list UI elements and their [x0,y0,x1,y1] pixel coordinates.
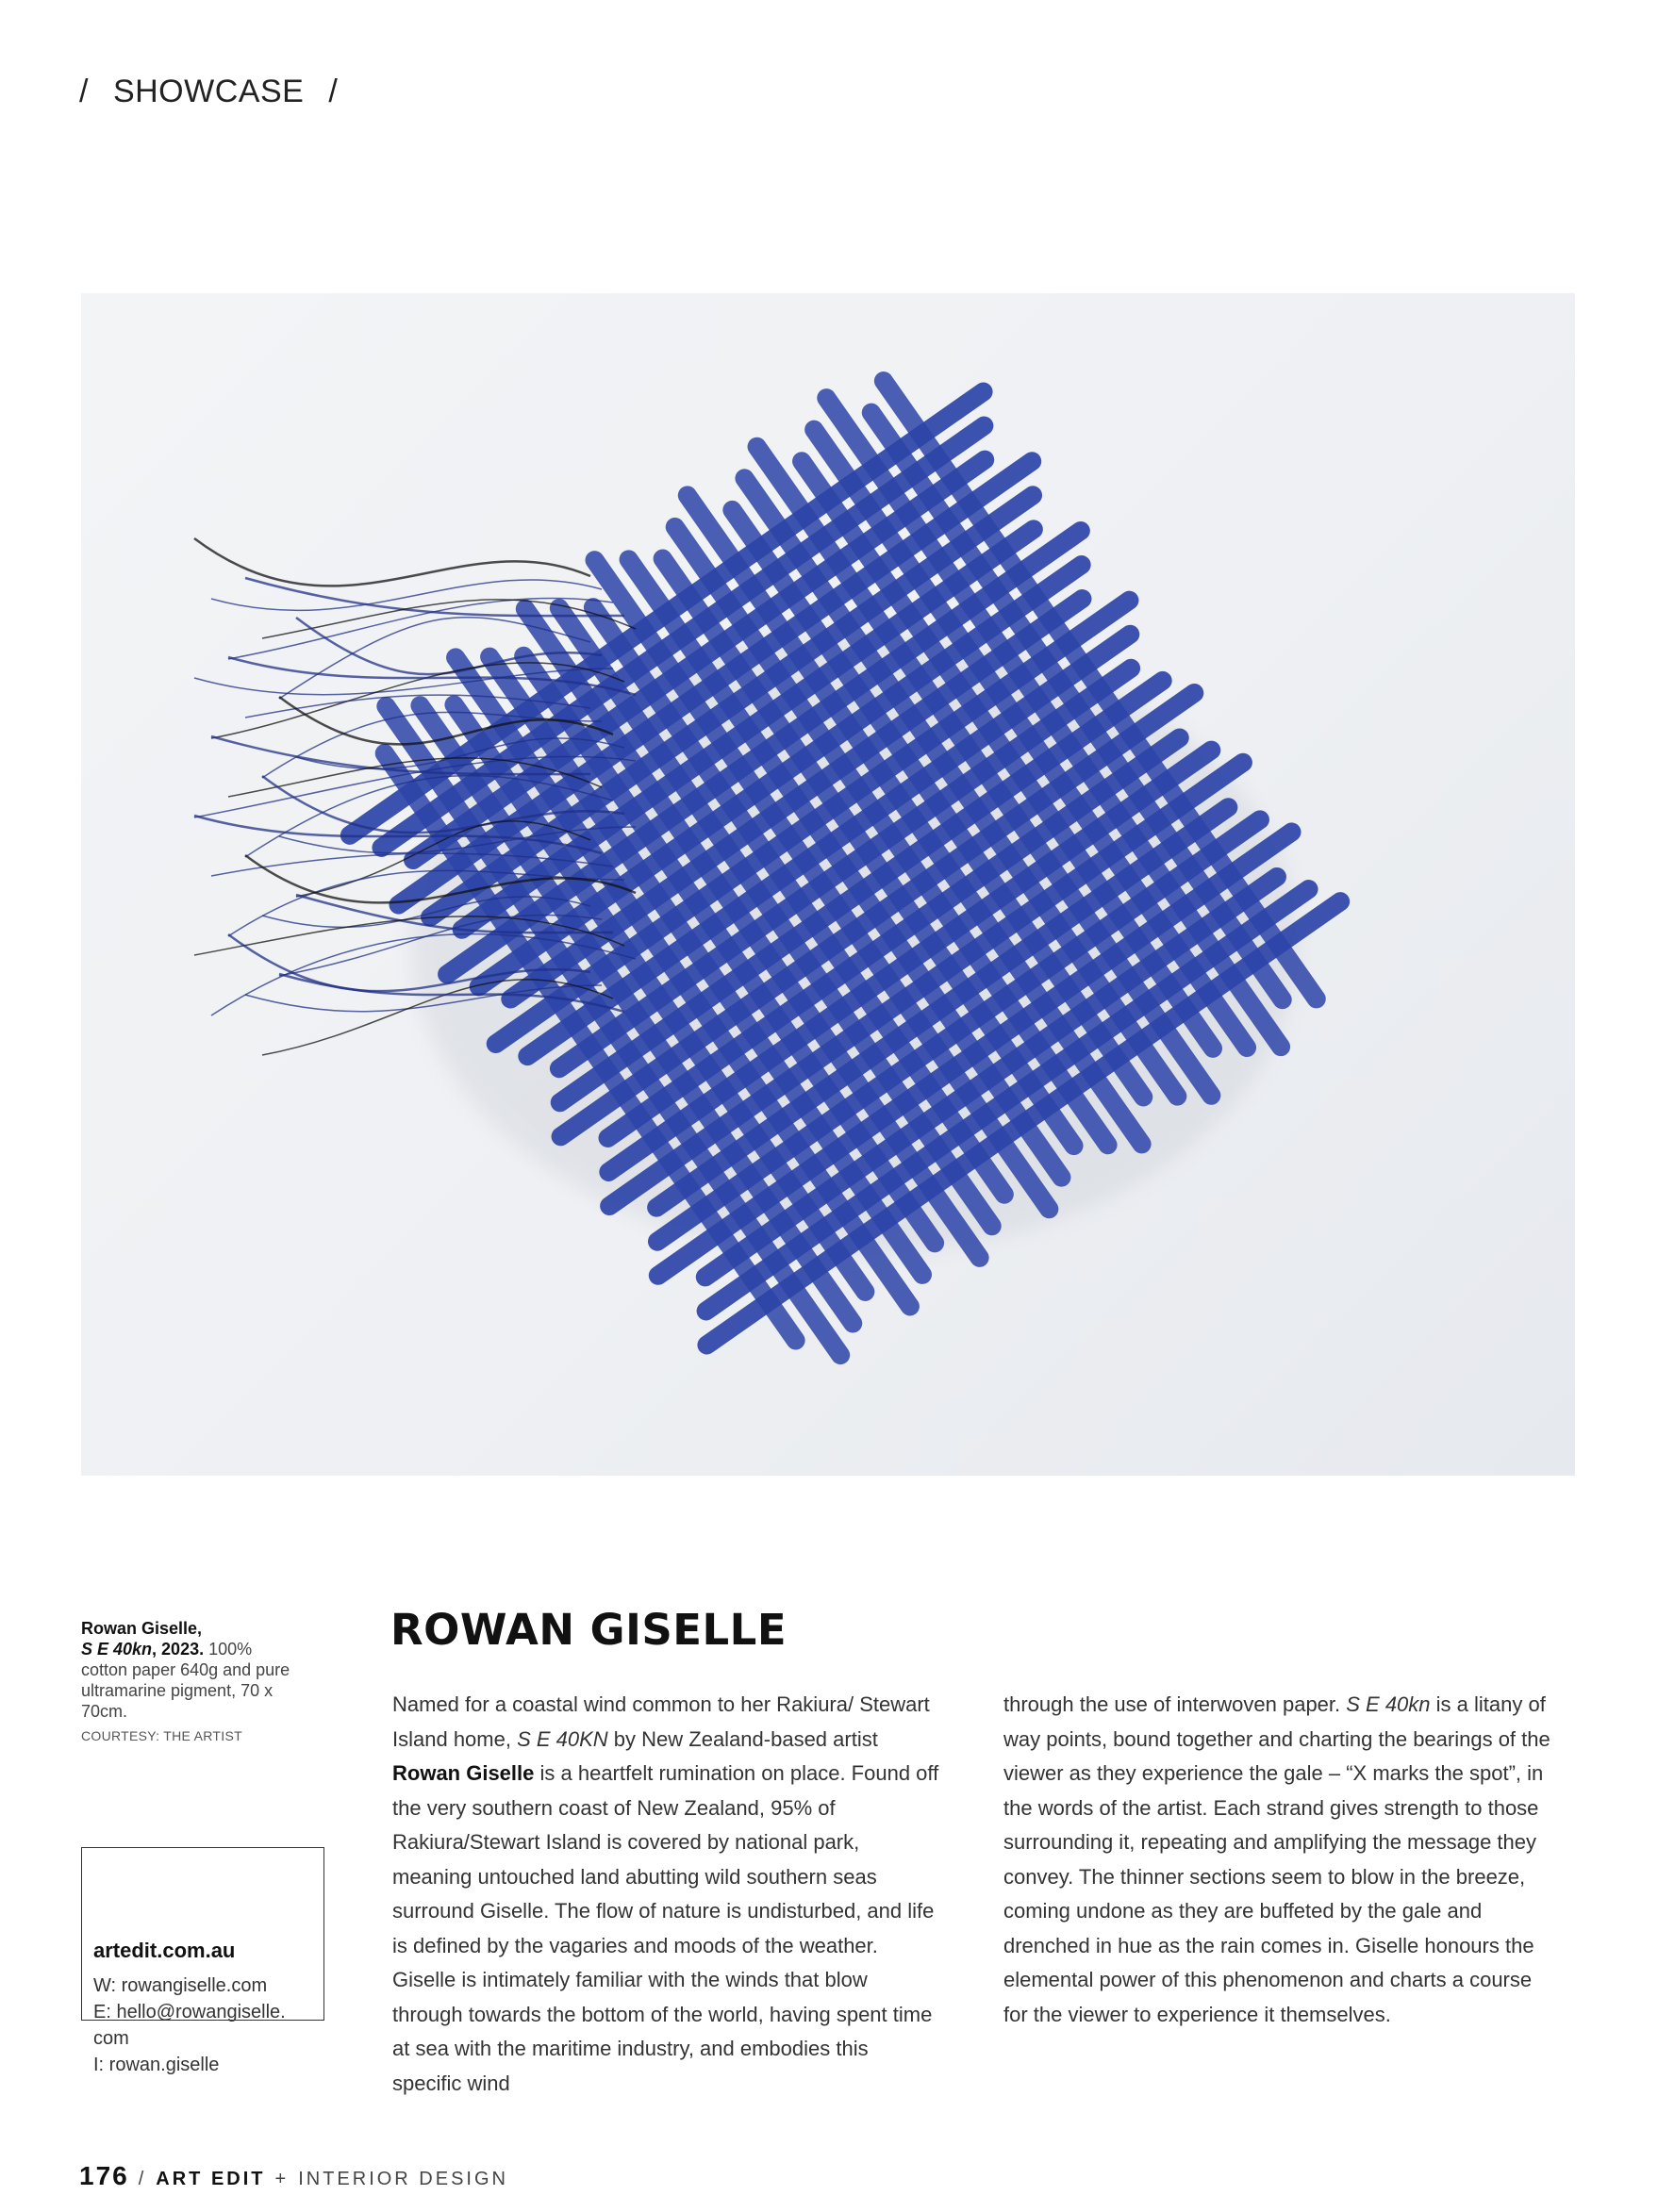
page-number: 176 [79,2161,129,2190]
header-slash-left: / [79,74,89,109]
woven-sculpture-illustration [81,293,1575,1476]
col2-text-a: through the use of interwoven paper. [1003,1692,1347,1716]
contact-email[interactable]: E: hello@rowangiselle. com [93,2002,286,2049]
article-headline: ROWAN GISELLE [390,1605,788,1655]
fringe-strand [194,538,590,586]
contact-site-link[interactable]: artedit.com.au [93,1939,236,1962]
caption-year: , 2023. [152,1640,205,1659]
contact-box [81,1847,324,2075]
footer-separator: / [138,2169,147,2189]
article-column-2 [1003,1688,1550,2032]
artwork-image [81,293,1575,1476]
col2-text-b: is a litany of way points, bound together and charting the bearings of the viewer as they experience the gale – “X marks the spot”, in the words of the artist. Each strand gives strength to those surrounding it, repeating and amplifying the message they convey. The thinner sections seem to blow in the breeze, coming undone as they are buffeted by the gale and drenched in hue as the rain comes in. Giselle honours the elemental power of this phenomenon and charts a course for the viewer to experience it themselves. [1003,1692,1550,2026]
col1-artwork-title: S E 40KN [517,1726,608,1751]
caption-title: S E 40kn [81,1640,153,1659]
contact-instagram[interactable]: I: rowan.giselle [93,2055,220,2075]
article-column-1 [392,1688,939,2101]
col1-text-b: by New Zealand-based artist [607,1726,878,1751]
magazine-subtitle: INTERIOR DESIGN [298,2169,508,2189]
col1-text-c: is a heartfelt rumination on place. Found off the very southern coast of New Zealand, 95% of Rakiura/Stewart Island is covered by national park, meaning untouched land abutting wild southern seas surround Giselle. The flow of nature is undisturbed, and life is defined by the vagaries and moods of the weather. Giselle is intimately familiar with the winds that blow through towards the bottom of the world, having spent time at sea with the maritime industry, and embodies this specific wind [392,1761,939,2095]
header-slash-right: / [328,74,339,109]
section-title: SHOWCASE [112,74,305,109]
image-caption [81,1618,298,1746]
section-header [79,74,362,110]
col1-artist-name: Rowan Giselle [392,1761,535,1785]
caption-medium: 100% cotton paper 640g and pure ultramarine pigment, 70 x 70cm. [81,1640,290,1721]
caption-courtesy: COURTESY: THE ARTIST [81,1728,242,1743]
footer-plus: + [274,2169,290,2189]
caption-artist: Rowan Giselle, [81,1619,203,1638]
contact-web[interactable]: W: rowangiselle.com [93,1975,268,1996]
page-footer [79,2161,508,2191]
weave-group [337,368,1353,1368]
magazine-name: ART EDIT [156,2169,266,2189]
col1-text-a: Named for a coastal wind common to her Rakiura/ Stewart Island home, [392,1692,930,1751]
col2-artwork-title: S E 40kn [1346,1692,1431,1716]
